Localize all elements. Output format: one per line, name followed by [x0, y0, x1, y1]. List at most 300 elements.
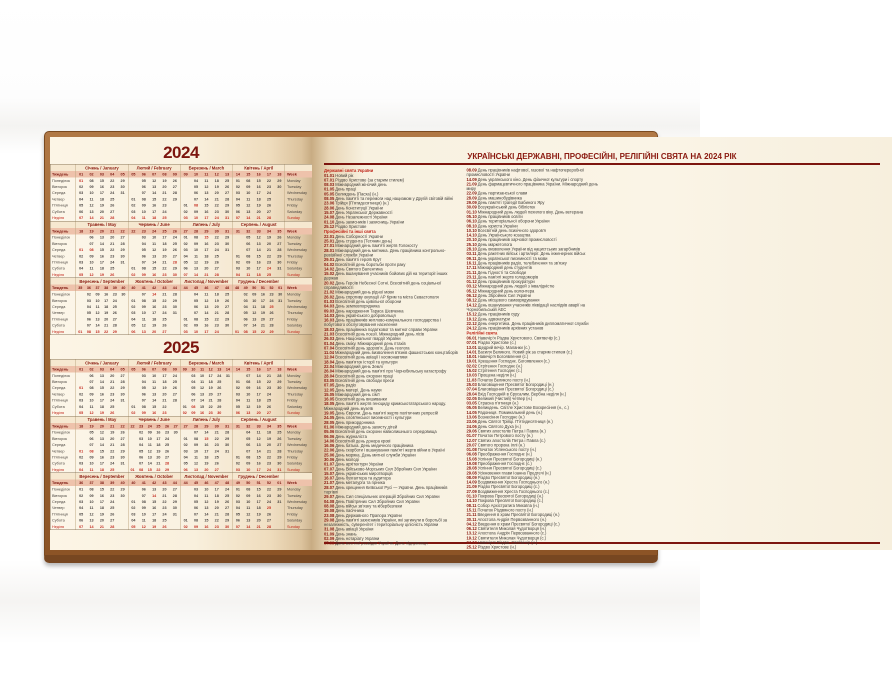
date-number: 28 [172, 292, 177, 297]
date-number: 24 [266, 391, 272, 397]
week-number: 12 [208, 367, 213, 372]
calendar-year-2025 [50, 339, 312, 529]
week-number: 18 [79, 228, 84, 234]
date-number: 01 [183, 316, 188, 322]
date-number: 24 [269, 298, 274, 303]
week-number: 22 [120, 423, 125, 429]
date-number: 21 [110, 442, 115, 448]
date-number: 23 [162, 272, 167, 277]
date-number: 14 [256, 373, 261, 378]
holiday-name: Благовіщення Пресвятої Богородиці (с.) [477, 387, 554, 392]
holiday-date: 05.05 [324, 191, 335, 197]
date-number: 08 [89, 178, 94, 183]
week-number: 16 [256, 367, 261, 372]
date-number: 03 [243, 298, 248, 303]
holiday-entry [324, 272, 460, 281]
date-number: 24 [112, 298, 117, 303]
weekday-label-uk: Середа [52, 499, 66, 504]
date-number: 07 [141, 292, 146, 297]
week-number: 50 [246, 480, 251, 486]
date-number: 12 [256, 235, 261, 240]
date-number: 21 [266, 448, 272, 454]
date-number: 27 [162, 329, 167, 334]
date-number: 10 [141, 511, 146, 517]
holiday-date: 13.12 [466, 531, 477, 536]
date-number: 16 [200, 410, 205, 416]
holiday-date: 24.08 [324, 215, 335, 220]
holiday-name: День працівників освіти [477, 214, 523, 219]
holiday-name: Початок Петрового посту (н.) [477, 433, 533, 439]
week-number: 44 [172, 480, 177, 486]
holiday-name: День визволення України від нацистських загарбників [477, 247, 581, 252]
holiday-name: День матері. День науки [335, 387, 382, 393]
date-number: 20 [256, 209, 261, 214]
date-number: 06 [86, 316, 91, 322]
date-number: 19 [256, 203, 261, 208]
date-number: 27 [214, 266, 219, 271]
date-number: 09 [246, 493, 251, 498]
dates-cell [128, 272, 180, 278]
weekday-label-en: Thursday [285, 391, 313, 397]
holiday-name: День машинобудівника [477, 195, 522, 201]
week-number: 28 [193, 423, 199, 429]
date-number: 28 [269, 323, 274, 328]
date-number: 10 [193, 247, 199, 253]
holiday-name: Введення в храм Пресвятої Богородиці (н.) [477, 512, 560, 518]
holiday-name: День Українського козацтва [477, 233, 531, 238]
holiday-name: День радіо [335, 383, 356, 388]
holiday-name: День Збройних Сил України [477, 293, 531, 299]
weekday-label-uk: П’ятниця [52, 454, 68, 460]
week-number: 01 [278, 285, 283, 291]
date-number: 26 [277, 235, 282, 240]
date-number: 16 [256, 259, 261, 265]
holiday-date: 01.08 [466, 447, 477, 453]
holiday-date: 08.05 [324, 196, 335, 202]
weekday-row [51, 523, 313, 529]
holiday-date: 15.11 [466, 507, 477, 513]
holiday-name: Собор Архістратига Михаїла (н.) [477, 503, 540, 508]
holiday-date: 27.09 [466, 489, 477, 494]
date-number: 11 [194, 253, 198, 259]
week-number: 30 [214, 423, 219, 429]
date-number: 15 [99, 247, 104, 253]
date-number: 07 [193, 511, 199, 517]
holiday-date: 19.01 [466, 359, 477, 364]
date-number: 09 [246, 259, 251, 265]
date-number: 05 [246, 235, 251, 240]
date-number: 27 [120, 373, 125, 378]
date-number: 28 [225, 196, 230, 202]
year-calendars [50, 137, 312, 529]
date-number: 19 [204, 259, 209, 265]
date-number: 04 [235, 505, 240, 511]
holiday-date: 15.08 [466, 456, 477, 462]
date-number: 30 [277, 493, 282, 498]
holiday-date: 07.01 [324, 177, 335, 183]
week-number: 37 [95, 285, 100, 291]
date-number: 07 [193, 196, 199, 202]
holiday-name: Міжнародний день пам’яті жертв Голокосту [335, 243, 418, 249]
date-number: 07 [86, 323, 91, 328]
holiday-name: Міжнародний день людей похилого віку. День ветерана [477, 209, 584, 215]
holiday-name: День пам’яті захисників України, які загинули в боротьбі за незалежність, суверенітет і територіальну цілісність України [324, 517, 447, 528]
date-number: 25 [214, 454, 219, 460]
holiday-name: День пам’яті жертв геноциду кримськотатарського народу. Міжнародний день музеїв [324, 401, 447, 411]
holiday-date: 12.05 [324, 387, 335, 393]
holiday-date: 16.07 [324, 476, 335, 481]
holiday-entry [467, 303, 603, 312]
date-number: 17 [256, 391, 261, 397]
holiday-date: 16.05 [324, 397, 335, 402]
holiday-date: 21.11 [466, 512, 477, 518]
date-number: 18 [256, 196, 261, 202]
date-number: 06 [89, 235, 94, 240]
date-number: 02 [235, 385, 240, 391]
date-number: 16 [99, 454, 104, 460]
date-number: 27 [225, 304, 230, 309]
date-number: 28 [214, 272, 219, 277]
holiday-date: 30.09 [466, 205, 477, 210]
holiday-name: День українських миротворців [335, 471, 393, 476]
weekday-label-en: Sunday [285, 215, 313, 221]
holiday-date: 21.03 [324, 331, 335, 337]
weekday-label-en: Thursday [285, 253, 313, 259]
holiday-name: День Святої Трійці. П’ятидесятниця (н.) [477, 419, 553, 425]
date-number: 09 [141, 272, 146, 277]
date-number: 04 [235, 196, 240, 202]
date-number: 16 [99, 493, 104, 498]
holiday-date: 17.11 [466, 265, 477, 271]
weekday-label-uk: Неділя [52, 410, 65, 416]
week-number: 44 [183, 480, 188, 486]
date-number: 15 [200, 404, 205, 409]
holiday-name: Початок Різдвяного посту (н.) [477, 507, 534, 513]
holiday-date: 06.08 [466, 452, 477, 457]
weekday-row [51, 272, 313, 278]
week-number: 42 [152, 285, 157, 291]
weekday-label-uk: Четвер [52, 448, 65, 454]
date-number: 27 [214, 467, 219, 472]
weekday-label-en: Wednesday [285, 499, 313, 505]
date-number: 29 [172, 499, 177, 504]
date-number: 15 [99, 178, 104, 183]
weekday-label-en: Monday [285, 291, 313, 297]
date-number: 28 [120, 379, 125, 385]
holiday-name: Початок Великого посту (н.) [477, 377, 531, 383]
date-number: 14 [204, 511, 209, 517]
holiday-date: 16.06 [324, 443, 335, 449]
weekday-label-uk: Вівторок [52, 298, 68, 303]
holiday-name: Всесвітній день боротьби проти раку [335, 262, 406, 267]
date-number: 22 [214, 316, 219, 322]
holiday-date: 03.05 [466, 401, 477, 406]
date-number: 03 [79, 398, 84, 403]
date-number: 27 [266, 518, 272, 523]
holiday-date: 07.05 [324, 383, 335, 388]
date-number: 08 [193, 436, 199, 441]
holiday-date: 28.07 [324, 485, 335, 490]
date-number: 21 [214, 511, 219, 517]
date-number: 20 [104, 316, 109, 322]
date-number: 05 [141, 385, 146, 391]
date-number: 20 [204, 266, 209, 271]
date-number: 12 [89, 203, 94, 208]
date-number: 07 [89, 379, 94, 385]
weekday-label-en: Saturday [285, 517, 313, 523]
holiday-name: Всесвітній день донора крові [335, 438, 391, 444]
date-number: 05 [131, 524, 136, 529]
date-number: 14 [246, 215, 251, 221]
holiday-entry [467, 182, 603, 191]
date-number: 24 [162, 511, 167, 517]
date-number: 21 [162, 292, 167, 297]
date-number: 04 [79, 404, 84, 409]
holiday-date: 06.12 [466, 526, 477, 532]
weekday-label-uk: Четвер [52, 391, 65, 397]
holiday-name: День бухгалтера та аудитора [335, 476, 391, 481]
date-number: 19 [208, 385, 213, 391]
date-number: 06 [193, 190, 199, 196]
date-number: 04 [235, 398, 240, 403]
weekday-label-uk: Четвер [52, 310, 65, 316]
holiday-name: Всесвітній день вишиванки [335, 397, 387, 402]
date-number: 15 [99, 448, 104, 454]
date-number: 22 [266, 379, 272, 385]
holiday-name: День української писемності та мови [477, 256, 548, 261]
date-number: 30 [277, 184, 282, 190]
holiday-name: Міжнародний жіночий день [335, 182, 387, 188]
holiday-name: Апостола Андрія Первозванного (н.) [477, 517, 547, 522]
weekday-label-uk: Субота [52, 404, 65, 409]
date-number: 25 [266, 196, 272, 202]
week-number: 40 [121, 285, 126, 291]
date-number: 04 [193, 493, 199, 498]
dates-cell [76, 467, 128, 473]
date-number: 11 [147, 442, 152, 448]
date-number: 01 [182, 404, 187, 409]
date-number: 06 [246, 241, 251, 246]
date-number: 11 [252, 304, 257, 309]
holiday-name: Міжнародний день Землі [335, 364, 383, 370]
date-number: 20 [208, 391, 213, 397]
date-number: 12 [95, 310, 100, 316]
date-number: 05 [79, 511, 84, 517]
date-number: 19 [156, 448, 161, 454]
month-name: Вересень / September [76, 278, 128, 285]
week-number: 44 [183, 285, 188, 291]
date-number: 26 [162, 323, 167, 328]
date-number: 20 [162, 253, 167, 259]
weekday-label-uk: Середа [52, 247, 66, 253]
date-number: 19 [204, 461, 209, 466]
date-number: 26 [225, 184, 230, 190]
date-number: 05 [193, 298, 199, 303]
date-number: 01 [79, 247, 84, 253]
date-number: 08 [193, 235, 199, 240]
date-number: 21 [162, 398, 167, 403]
date-number: 17 [204, 329, 209, 334]
week-number: 08 [162, 367, 167, 372]
holiday-date: 14.10 [466, 498, 477, 504]
holiday-name: День працівників суду [477, 312, 520, 317]
weekday-label-uk: Четвер [52, 196, 65, 202]
date-number: 06 [183, 266, 188, 271]
weekday-label-uk: Субота [52, 323, 65, 328]
holiday-date: 21.11 [466, 270, 477, 275]
date-number: 15 [152, 266, 157, 271]
weekday-label-en: Monday [285, 429, 313, 435]
year-title: 2025 [163, 338, 199, 357]
date-number: 08 [89, 385, 94, 391]
date-number: 18 [162, 379, 167, 385]
month-name: Грудень / December [232, 278, 284, 285]
date-number: 24 [214, 448, 219, 454]
date-number: 08 [86, 329, 91, 334]
date-number: 28 [266, 215, 272, 221]
week-number: 47 [214, 480, 219, 486]
holiday-name: Воздвиження Хреста Господнього (н.) [477, 480, 550, 485]
week-number: 25 [162, 228, 167, 234]
date-number: 25 [225, 292, 230, 297]
date-number: 10 [95, 298, 100, 303]
holiday-date: 28.04 [324, 373, 335, 379]
holiday-date: 08.10 [466, 223, 477, 229]
holiday-name: День Героїв Небесної Сотні. Всесвітній день соціальної справедливості [324, 280, 442, 291]
holiday-date: 28.08 [466, 466, 477, 471]
date-number: 07 [183, 272, 188, 277]
date-number: 26 [214, 259, 219, 265]
date-number: 03 [183, 247, 188, 253]
date-number: 21 [104, 323, 109, 328]
date-number: 02 [183, 524, 188, 529]
holiday-date: 28.01 [324, 248, 335, 253]
date-number: 10 [89, 259, 94, 265]
date-number: 24 [110, 259, 115, 265]
holiday-name: Хрещення Господнє. Богоявлення (с.) [477, 359, 550, 364]
section-header: Професійні та інші свята [324, 229, 376, 235]
date-number: 02 [235, 493, 240, 498]
week-number: 09 [183, 172, 188, 177]
holiday-name: День Української Державності [335, 210, 393, 215]
date-number: 14 [193, 272, 199, 277]
date-number: 29 [277, 454, 282, 460]
date-number: 09 [193, 209, 199, 214]
holiday-date: 31.08 [324, 527, 335, 532]
date-number: 14 [204, 430, 209, 435]
date-number: 25 [162, 316, 167, 322]
date-number: 17 [256, 190, 261, 196]
date-number: 26 [269, 310, 274, 316]
month-group [51, 165, 313, 221]
date-number: 02 [183, 442, 188, 448]
week-number: 11 [204, 172, 209, 177]
week-number: 49 [243, 285, 248, 291]
dates-cell [232, 523, 284, 529]
date-number: 19 [256, 511, 261, 517]
holiday-name: День партизанської слави [477, 191, 528, 196]
date-number: 06 [89, 373, 94, 378]
holiday-entry [324, 541, 460, 546]
date-number: 18 [214, 178, 219, 183]
date-number: 05 [131, 323, 136, 328]
date-number: 25 [110, 266, 115, 271]
date-number: 31 [120, 259, 125, 265]
holiday-date: 01.07 [466, 433, 477, 439]
holiday-date: 12.04 [324, 355, 335, 360]
month-name: Листопад / November [180, 473, 232, 480]
weekday-label-en: Friday [285, 397, 313, 403]
holiday-name: Стрітення Господнє (с.) [477, 368, 523, 374]
week-number: 38 [99, 480, 104, 486]
date-number: 23 [266, 385, 272, 391]
week-number: 50 [252, 285, 257, 291]
month-name: Серпень / August [232, 416, 284, 423]
date-number: 20 [110, 235, 115, 240]
week-number: 14 [235, 367, 240, 372]
date-number: 20 [266, 442, 272, 448]
date-number: 09 [89, 391, 94, 397]
date-number: 12 [147, 448, 152, 454]
week-number: 09 [172, 172, 177, 177]
date-number: 11 [152, 379, 157, 385]
date-number: 11 [95, 304, 100, 309]
date-number: 24 [217, 373, 222, 378]
holiday-date: 16.11 [466, 260, 477, 266]
weekday-label-uk: Вівторок [52, 241, 68, 246]
holiday-date: 25.10 [466, 242, 477, 247]
holiday-date: 14.09 [466, 177, 477, 182]
week-number: 22 [131, 228, 136, 234]
date-number: 18 [204, 454, 209, 460]
date-number: 09 [147, 430, 152, 435]
holiday-date: 14.01 [466, 349, 477, 355]
holiday-entry [324, 318, 460, 327]
weekday-label-en: Wednesday [285, 385, 313, 391]
dates-cell [180, 467, 232, 473]
week-number: 28 [193, 228, 199, 234]
date-number: 11 [141, 215, 146, 221]
date-number: 06 [246, 442, 251, 448]
date-number: 21 [156, 461, 161, 466]
holiday-name: День авіації України [335, 527, 374, 532]
date-number: 06 [131, 329, 136, 334]
holiday-name: День Державного Прапора України [335, 513, 402, 518]
date-number: 08 [141, 196, 146, 202]
date-number: 17 [162, 235, 167, 240]
month-group [51, 360, 313, 416]
date-number: 03 [191, 373, 196, 378]
holiday-date: 25.01 [324, 239, 335, 244]
date-number: 13 [256, 241, 261, 246]
calendar-page [50, 137, 312, 550]
holiday-date: 27.01 [324, 243, 335, 249]
holiday-name: Великдень (Пасха) (н.) [335, 191, 379, 197]
week-number: 18 [79, 423, 84, 429]
holiday-date: 28.05 [324, 420, 335, 425]
holiday-name: День працівників харчової промисловості [477, 237, 557, 243]
holiday-date: 14.06 [324, 438, 335, 444]
week-number: 05 [120, 367, 125, 372]
date-number: 17 [204, 215, 209, 221]
date-number: 21 [110, 241, 115, 246]
date-number: 01 [130, 467, 135, 472]
holiday-date: 12.07 [466, 438, 477, 443]
date-number: 29 [225, 436, 230, 441]
date-number: 08 [141, 499, 146, 504]
weekday-label-en: Sunday [285, 467, 313, 473]
date-number: 21 [99, 215, 104, 221]
